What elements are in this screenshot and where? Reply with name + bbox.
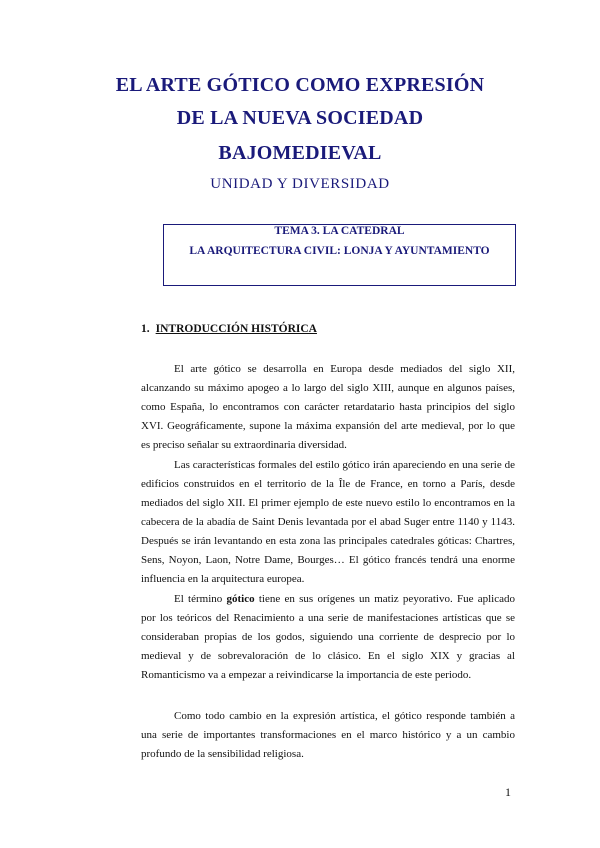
section-number: 1. xyxy=(141,323,150,335)
title-line-2: DE LA NUEVA SOCIEDAD xyxy=(176,107,424,129)
paragraph-2: Las características formales del estilo gótico irán apareciendo en una serie de edificios construidos en el territorio de la Île de France, en torno a París, desde mediados del siglo XII. El primer ejemplo de este nuevo estilo lo encontramos en la cabecera de la abadía de Saint Denis levantada por el abad Suger entre 1140 y 1143. Después se irán levantando en esta zona las principales catedrales góticas: Chartres, Sens, Noyon, Laon, Notre Dame, Bourges… El gótico francés tendrá una enorme influencia en la arquitectura europea. xyxy=(141,459,515,585)
title-line-3: BAJOMEDIEVAL xyxy=(218,142,382,164)
topic-line-1: TEMA 3. LA CATEDRAL xyxy=(274,225,405,237)
paragraph-3-start: El término xyxy=(174,593,227,605)
topic-box xyxy=(163,224,516,286)
page-number: 1 xyxy=(505,785,511,799)
paragraph-1: El arte gótico se desarrolla en Europa desde mediados del siglo XII, alcanzando su máximo apogeo a lo largo del siglo XIII, aunque en algunos países, como España, lo encontramos con carácter retardatario hasta principios del siglo XVI. Geográficamente, supone la máxima expansión del arte medieval, por lo que es preciso señalar su extraordinaria diversidad. xyxy=(141,363,515,451)
paragraph-3-bold-term: gótico xyxy=(226,593,255,605)
title-line-1: EL ARTE GÓTICO COMO EXPRESIÓN xyxy=(115,74,485,96)
section-heading xyxy=(141,323,317,335)
paragraph-4: Como todo cambio en la expresión artística, el gótico responde también a una serie de importantes transformaciones en el marco histórico y a un cambio profundo de la sensibilidad religiosa. xyxy=(141,710,515,760)
topic-line-2: LA ARQUITECTURA CIVIL: LONJA Y AYUNTAMIENTO xyxy=(189,245,490,257)
subtitle: UNIDAD Y DIVERSIDAD xyxy=(210,176,390,192)
section-title: INTRODUCCIÓN HISTÓRICA xyxy=(155,323,317,335)
paragraph-3-end: tiene en sus orígenes un matiz peyorativo. Fue aplicado por los teóricos del Renacimiento a una serie de manifestaciones artísticas que se consideraban propias de los godos, siguiendo una corriente de desprecio por lo medieval y de sobrevaloración de lo clásico. En el siglo XIX y gracias al Romanticismo va a empezar a reivindicarse la importancia de este periodo. xyxy=(141,593,515,681)
paragraph-3 xyxy=(141,590,515,685)
